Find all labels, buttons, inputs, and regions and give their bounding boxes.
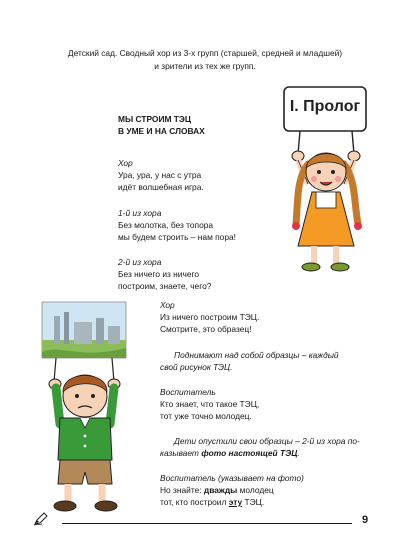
stage-direction-2-line-2 xyxy=(160,447,300,459)
teacher-line-3-text-c: молодец xyxy=(237,485,274,495)
chorus-line-2: Смотрите, это образец! xyxy=(160,324,252,334)
teacher-speaker-1: Воспитатель xyxy=(160,387,216,397)
teacher-line-4-text-a: тот, кто построил xyxy=(160,497,229,507)
verse-2-speaker: 1-й из хора xyxy=(118,208,162,218)
title-line-2: В УМЕ И НА СЛОВАХ xyxy=(118,126,205,136)
sign-label: I. Пролог xyxy=(289,98,361,115)
this-emphasis: эту xyxy=(228,497,243,507)
stage-direction-2-line-1: Дети опустили свои образцы – 2-й из хора по- xyxy=(174,436,360,446)
pencil-icon xyxy=(33,512,49,526)
intro-line-1: Детский сад. Сводный хор из 3-х групп (старшей, средней и младшей) xyxy=(67,48,343,58)
stage-direction-2-text-c: . xyxy=(297,448,300,458)
boy-with-picture-illustration xyxy=(30,300,140,516)
verse-1-line-1: Ура, ура, у нас с утра xyxy=(118,170,202,180)
verse-1-line-2: идёт волшебная игра. xyxy=(118,182,204,192)
footer-rule xyxy=(62,523,352,524)
teacher-line-3 xyxy=(160,484,274,496)
verse-3-line-1: Без ничего из ничего xyxy=(118,269,200,279)
verse-2-line-2: мы будем строить – нам пора! xyxy=(118,232,236,242)
chorus-speaker: Хор xyxy=(160,300,175,310)
teacher-line-3-text-a: Но знайте: xyxy=(160,485,204,495)
page-number: 9 xyxy=(362,514,369,526)
verse-3-line-2: построим, знаете, чего? xyxy=(118,281,212,291)
verse-2-line-1: Без молотка, без топора xyxy=(118,220,214,230)
stage-direction-1-line-2: свой рисунок ТЭЦ. xyxy=(160,362,233,372)
real-plant-photo-emphasis: фото настоящей ТЭЦ xyxy=(201,448,298,458)
verse-3-speaker: 2-й из хора xyxy=(118,257,162,267)
twice-emphasis: дважды xyxy=(203,485,238,495)
teacher-line-4 xyxy=(160,496,264,508)
teacher-speaker-2: Воспитатель (указывает на фото) xyxy=(160,473,304,483)
teacher-line-1: Кто знает, что такое ТЭЦ, xyxy=(160,399,260,409)
chorus-line-1: Из ничего построим ТЭЦ. xyxy=(160,312,260,322)
teacher-line-4-text-c: ТЭЦ. xyxy=(242,497,265,507)
title-line-1: МЫ СТРОИМ ТЭЦ xyxy=(118,114,191,124)
intro-line-2: и зрители из тех же групп. xyxy=(154,61,256,71)
stage-direction-2-text-a: казывает xyxy=(160,448,202,458)
verse-1-speaker: Хор xyxy=(118,158,133,168)
stage-direction-1-line-1: Поднимают над собой образцы – каждый xyxy=(174,350,339,360)
teacher-line-2: тот уже точно молодец. xyxy=(160,411,252,421)
